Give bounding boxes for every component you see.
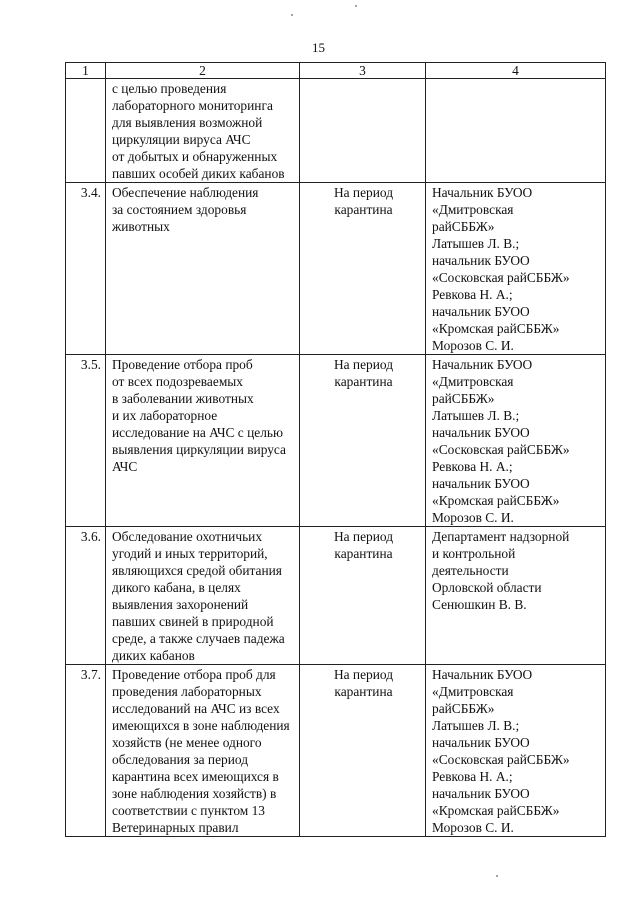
row-period: На период карантина bbox=[300, 355, 426, 527]
row-period: На период карантина bbox=[300, 665, 426, 837]
row-period bbox=[300, 79, 426, 183]
row-number: 3.5. bbox=[66, 355, 106, 527]
row-description: Обследование охотничьих угодий и иных территорий, являющихся средой обитания дикого кабана, в целях выявления захоронений павших свиней в природной среде, а также случаев падежа диких кабанов bbox=[106, 527, 300, 665]
row-responsible: Начальник БУОО «Дмитровская райСББЖ» Латышев Л. В.; начальник БУОО «Сосковская райСББЖ» Ревкова Н. А.; начальник БУОО «Кромская райСББЖ» Морозов С. И. bbox=[426, 183, 606, 355]
row-responsible: Начальник БУОО «Дмитровская райСББЖ» Латышев Л. В.; начальник БУОО «Сосковская райСББЖ» Ревкова Н. А.; начальник БУОО «Кромская райСББЖ» Морозов С. И. bbox=[426, 665, 606, 837]
row-number: 3.7. bbox=[66, 665, 106, 837]
column-header-2: 2 bbox=[106, 63, 300, 79]
row-period: На период карантина bbox=[300, 527, 426, 665]
table-row bbox=[66, 527, 606, 665]
page-number: 15 bbox=[312, 40, 325, 55]
row-description: Обеспечение наблюдения за состоянием здоровья животных bbox=[106, 183, 300, 355]
table-row bbox=[66, 79, 606, 183]
scan-speck bbox=[291, 14, 293, 16]
scan-speck bbox=[496, 875, 498, 877]
scan-speck bbox=[355, 5, 357, 7]
row-number: 3.6. bbox=[66, 527, 106, 665]
row-description: Проведение отбора проб для проведения лабораторных исследований на АЧС из всех имеющихся в зоне наблюдения хозяйств (не менее одного обследования за период карантина всех имеющихся в зоне наблюдения хозяйств) в соответствии с пунктом 13 Ветеринарных правил bbox=[106, 665, 300, 837]
row-responsible bbox=[426, 79, 606, 183]
row-description: с целью проведения лабораторного мониторинга для выявления возможной циркуляции вируса АЧС от добытых и обнаруженных павших особей диких кабанов bbox=[106, 79, 300, 183]
measures-table bbox=[65, 62, 606, 837]
table-row bbox=[66, 665, 606, 837]
row-description: Проведение отбора проб от всех подозреваемых в заболевании животных и их лабораторное исследование на АЧС с целью выявления циркуляции вируса АЧС bbox=[106, 355, 300, 527]
row-number: 3.4. bbox=[66, 183, 106, 355]
column-header-3: 3 bbox=[300, 63, 426, 79]
table-row bbox=[66, 355, 606, 527]
header-row bbox=[66, 63, 606, 79]
column-header-1: 1 bbox=[66, 63, 106, 79]
row-responsible: Департамент надзорной и контрольной деятельности Орловской области Сенюшкин В. В. bbox=[426, 527, 606, 665]
table-row bbox=[66, 183, 606, 355]
row-number bbox=[66, 79, 106, 183]
row-period: На период карантина bbox=[300, 183, 426, 355]
column-header-4: 4 bbox=[426, 63, 606, 79]
row-responsible: Начальник БУОО «Дмитровская райСББЖ» Латышев Л. В.; начальник БУОО «Сосковская райСББЖ» Ревкова Н. А.; начальник БУОО «Кромская райСББЖ» Морозов С. И. bbox=[426, 355, 606, 527]
